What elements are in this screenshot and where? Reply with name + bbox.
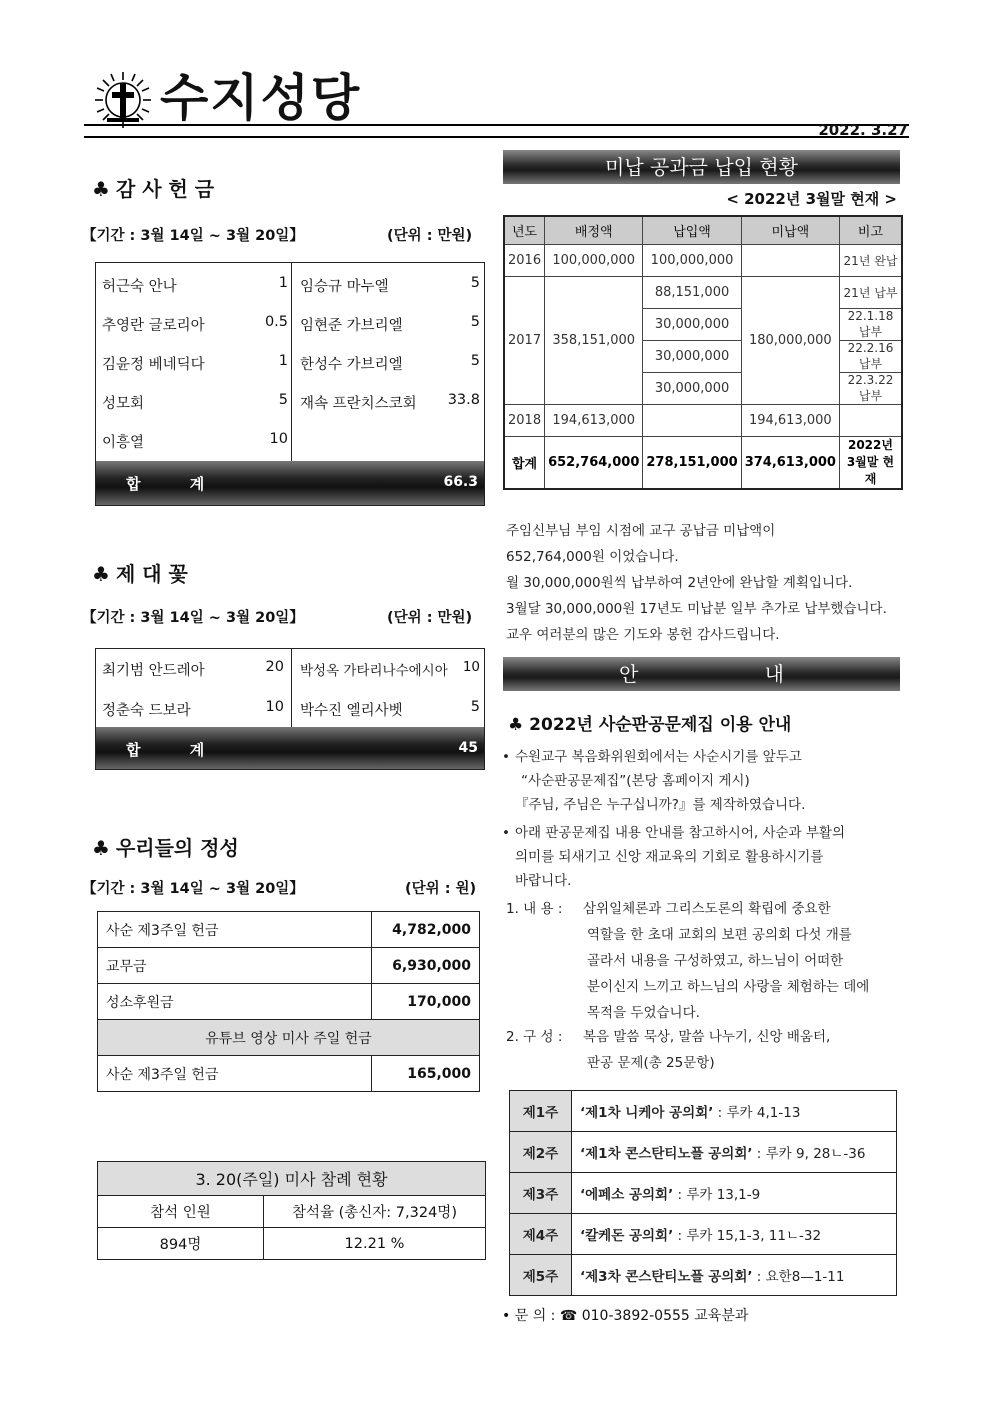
dues-banner: 미납 공과금 납입 현황 <box>503 150 900 184</box>
list-item: 재속 프란치스코회 33.8 <box>300 392 480 412</box>
dues-table <box>503 215 903 490</box>
dues-explanation: 주임신부님 부임 시점에 교구 공납금 미납액이 652,764,000원 이었습니다. 월 30,000,000원씩 납부하여 2년안에 완납할 계획입니다. 3월달 30,000,000원 17년도 미납분 일부 추가로 납부했습니다. 교우 여러분의 많은 기도와 봉헌 감사드립니다. <box>506 523 887 643</box>
notice-item-structure: 2. 구 성 : 복음 말씀 묵상, 말씀 나누기, 신앙 배움터, 판공 문제(총 25문항) <box>506 1029 831 1071</box>
table-row: 2018 194,613,000 194,613,000 <box>504 404 902 436</box>
table-row: 유튜브 영상 미사 주일 헌금 <box>98 1020 480 1056</box>
table-row: 894명 12.21 % <box>98 1228 486 1260</box>
notice-title: ♣ 2022년 사순판공문제집 이용 안내 <box>508 715 792 735</box>
club-suit-icon: ♣ <box>92 177 110 201</box>
table-row: 30,000,000 22.1.18 납부 <box>504 308 902 340</box>
club-suit-icon: ♣ <box>508 715 530 735</box>
altar-flowers-unit: (단위 : 만원) <box>387 610 473 626</box>
altar-flowers-box <box>95 648 485 770</box>
thanks-offering-period: 【기간 : 3월 14일 ~ 3월 20일】 <box>82 228 304 244</box>
bullet-dot-icon: • <box>502 1308 515 1324</box>
dues-as-of: < 2022년 3월말 현재 > <box>726 190 897 208</box>
table-row: 3. 20(주일) 미사 참례 현황 <box>98 1162 486 1196</box>
table-row: 합계 652,764,000 278,151,000 374,613,000 2022년 3월말 현재 <box>504 436 902 489</box>
altar-flowers-total: 합 계 45 <box>96 727 484 769</box>
notice-bullet: • 수원교구 복음화위원회에서는 사순시기를 앞두고 “사순판공문제집”(본당 홈페이지 게시) 『주님, 주님은 누구십니까?』를 제작하였습니다. <box>502 745 907 817</box>
notice-bullet: • 아래 판공문제집 내용 안내를 참고하시어, 사순과 부활의 의미를 되새기고 신앙 재교육의 기회로 활용하시기를 바랍니다. <box>502 821 907 893</box>
table-row: 제4주 ‘칼케돈 공의회’ : 루카 15,1-3, 11ㄴ-32 <box>510 1214 897 1255</box>
altar-flowers-title: ♣ 제 대 꽃 <box>92 562 188 586</box>
table-row: 2016 100,000,000 100,000,000 21년 완납 <box>504 244 902 276</box>
contact-line: • 문 의 : ☎ 010-3892-0555 교육분과 <box>502 1308 749 1324</box>
weekly-schedule-table <box>509 1090 897 1296</box>
parish-name: 수지성당 <box>160 69 362 127</box>
list-item: 이흥열 10 <box>102 431 288 451</box>
contact-phone[interactable]: ☎ 010-3892-0555 교육분과 <box>559 1308 749 1324</box>
our-devotion-period: 【기간 : 3월 14일 ~ 3월 20일】 <box>82 881 304 897</box>
table-row: 2017 358,151,000 88,151,000 180,000,000 21년 납부 <box>504 276 902 308</box>
list-item: 성모회 5 <box>102 392 288 412</box>
altar-flowers-period: 【기간 : 3월 14일 ~ 3월 20일】 <box>82 610 304 626</box>
table-row: 제1주 ‘제1차 니케아 공의회’ : 루카 4,1-13 <box>510 1091 897 1132</box>
table-row: 성소후원금 170,000 <box>98 984 480 1020</box>
table-row: 제5주 ‘제3차 콘스탄티노플 공의회’ : 요한8—1-11 <box>510 1255 897 1296</box>
table-row: 30,000,000 22.2.16 납부 <box>504 340 902 372</box>
table-row: 사순 제3주일 헌금 165,000 <box>98 1056 480 1092</box>
thanks-offering-unit: (단위 : 만원) <box>387 228 473 244</box>
list-item: 최기범 안드레아 20 <box>102 659 284 679</box>
church-cross-sun-icon <box>93 70 153 130</box>
list-item: 임현준 가브리엘 5 <box>300 314 480 334</box>
table-row: 제2주 ‘제1차 콘스탄티노플 공의회’ : 루카 9, 28ㄴ-36 <box>510 1132 897 1173</box>
list-item: 김윤정 베네딕다 1 <box>102 353 288 373</box>
list-item: 한성수 가브리엘 5 <box>300 353 480 373</box>
table-row: 제3주 ‘에페소 공의회’ : 루카 13,1-9 <box>510 1173 897 1214</box>
list-item: 임승규 마누엘 5 <box>300 275 480 295</box>
our-devotion-title: ♣ 우리들의 정성 <box>92 836 239 860</box>
bulletin-date: 2022. 3.27 <box>818 121 908 139</box>
our-devotion-table <box>97 911 480 1092</box>
club-suit-icon: ♣ <box>92 836 110 860</box>
list-item: 박수진 엘리사벳 5 <box>300 699 480 719</box>
thanks-offering-title: ♣ 감 사 헌 금 <box>92 177 215 201</box>
mass-attendance-table <box>97 1161 486 1260</box>
club-suit-icon: ♣ <box>92 562 110 586</box>
header-rule <box>84 124 909 138</box>
notice-banner: 안 내 <box>503 657 900 691</box>
list-item: 허근숙 안나 1 <box>102 275 288 295</box>
notice-item-content: 1. 내 용 : 삼위일체론과 그리스도론의 확립에 중요한 역할을 한 초대 교회의 보편 공의회 다섯 개를 골라서 내용을 구성하였고, 하느님이 어떠한 분이신지 느끼고 하느님의 사랑을 체험하는 데에 목적을 두었습니다. <box>506 901 870 1021</box>
bullet-dot-icon: • <box>502 749 510 765</box>
our-devotion-unit: (단위 : 원) <box>405 881 477 897</box>
bullet-dot-icon: • <box>502 825 510 841</box>
table-row: 참석 인원 참석율 (총신자: 7,324명) <box>98 1196 486 1228</box>
table-row: 년도 배정액 납입액 미납액 비고 <box>504 216 902 244</box>
table-row: 사순 제3주일 헌금 4,782,000 <box>98 912 480 948</box>
thanks-offering-box <box>95 262 485 506</box>
table-row: 교무금 6,930,000 <box>98 948 480 984</box>
list-item: 추영란 글로리아 0.5 <box>102 314 288 334</box>
list-item: 박성옥 가타리나수에시아 10 <box>300 659 480 679</box>
table-row: 30,000,000 22.3.22납부 <box>504 372 902 404</box>
list-item: 정춘숙 드보라 10 <box>102 699 284 719</box>
thanks-offering-total: 합 계 66.3 <box>96 461 484 505</box>
